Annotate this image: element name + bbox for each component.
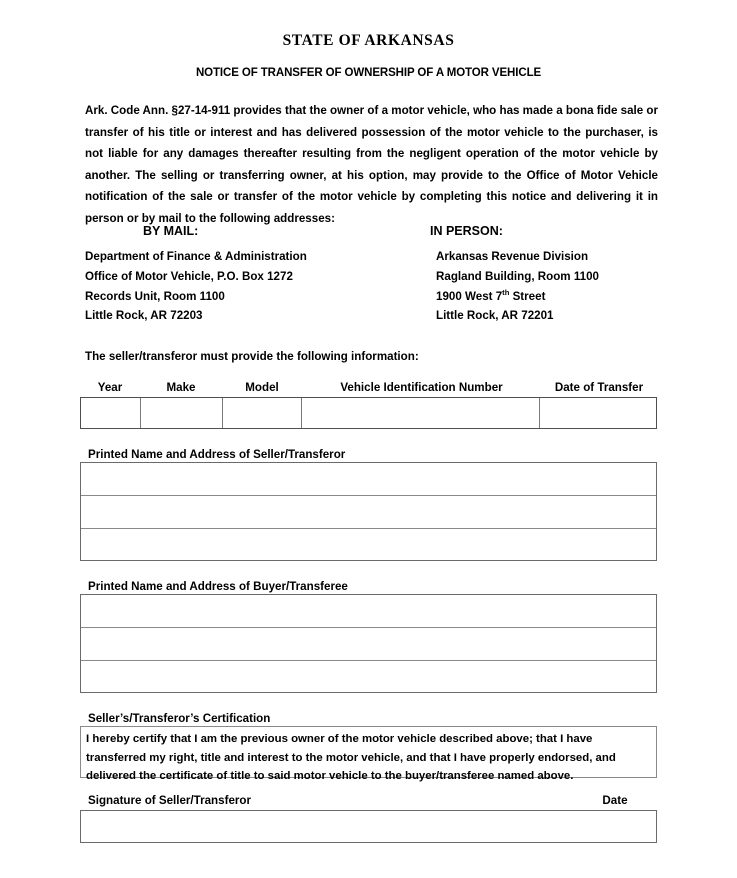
- vehicle-table-headers: [80, 381, 657, 397]
- by-mail-line-1: Department of Finance & Administration: [85, 250, 307, 263]
- seller-address-line-3[interactable]: [81, 529, 656, 562]
- buyer-address-line-1[interactable]: [81, 595, 656, 628]
- column-header-year: Year: [97, 381, 123, 394]
- seller-address-label: Printed Name and Address of Seller/Transferor: [88, 448, 346, 461]
- seller-address-line-1[interactable]: [81, 463, 656, 496]
- street-suffix: Street: [509, 289, 546, 303]
- buyer-address-boxes: [80, 594, 657, 693]
- column-header-model: Model: [245, 381, 279, 394]
- buyer-address-label: Printed Name and Address of Buyer/Transferee: [88, 580, 348, 593]
- signature-date-label: Date: [602, 794, 628, 807]
- by-mail-line-4: Little Rock, AR 72203: [85, 309, 203, 323]
- buyer-address-line-3[interactable]: [81, 661, 656, 694]
- in-person-line-2: Ragland Building, Room 1100: [436, 269, 599, 283]
- address-block-in-person: [430, 224, 710, 326]
- page-title: STATE OF ARKANSAS: [282, 32, 455, 49]
- seller-address-boxes: [80, 462, 657, 561]
- in-person-line-4: Little Rock, AR 72201: [436, 309, 554, 323]
- field-vin[interactable]: [302, 398, 540, 428]
- by-mail-line-3: Records Unit, Room 1100: [85, 289, 225, 303]
- field-model[interactable]: [223, 398, 303, 428]
- signature-label: Signature of Seller/Transferor: [88, 794, 252, 807]
- vehicle-table-row: [80, 397, 657, 429]
- certification-text: I hereby certify that I am the previous owner of the motor vehicle described above; that I have transferred my right, title and interest to the motor vehicle, and that I have properly endorsed, and delivered the certificate of title to said motor vehicle to the buyer/transferee named above.: [86, 733, 616, 782]
- statute-paragraph: Ark. Code Ann. §27-14-911 provides that the owner of a motor vehicle, who has made a bona fide sale or transfer of his title or interest and has delivered possession of the motor vehicle to the purchaser, is not liable for any damages thereafter resulting from the negligent operation of the motor vehicle by another. The selling or transferring owner, at his option, may provide to the Office of Motor Vehicle notification of the sale or transfer of the motor vehicle by completing this notice and delivering it in person or by mail to the following addresses:: [85, 104, 658, 225]
- column-header-vin: Vehicle Identification Number: [340, 381, 503, 394]
- street-ordinal-suffix: th: [502, 287, 510, 297]
- in-person-line-3: [430, 287, 710, 307]
- field-year[interactable]: [81, 398, 141, 428]
- signature-field[interactable]: [80, 810, 657, 843]
- certification-box: [80, 726, 657, 782]
- page-subtitle: NOTICE OF TRANSFER OF OWNERSHIP OF A MOTOR VEHICLE: [195, 67, 542, 79]
- address-block-by-mail: [85, 224, 385, 326]
- field-date-of-transfer[interactable]: [540, 398, 656, 428]
- buyer-address-line-2[interactable]: [81, 628, 656, 661]
- by-mail-heading: BY MAIL:: [143, 224, 199, 238]
- vehicle-section-lead-in: The seller/transferor must provide the following information:: [85, 350, 419, 363]
- by-mail-line-2: Office of Motor Vehicle, P.O. Box 1272: [85, 269, 293, 283]
- street-number: 1900 West 7: [436, 289, 503, 303]
- column-header-date-of-transfer: Date of Transfer: [554, 381, 644, 394]
- in-person-heading: IN PERSON:: [430, 224, 503, 238]
- column-header-make: Make: [166, 381, 196, 394]
- seller-address-line-2[interactable]: [81, 496, 656, 529]
- in-person-line-1: Arkansas Revenue Division: [436, 250, 589, 263]
- field-make[interactable]: [141, 398, 223, 428]
- certification-label: Seller’s/Transferor’s Certification: [88, 712, 271, 725]
